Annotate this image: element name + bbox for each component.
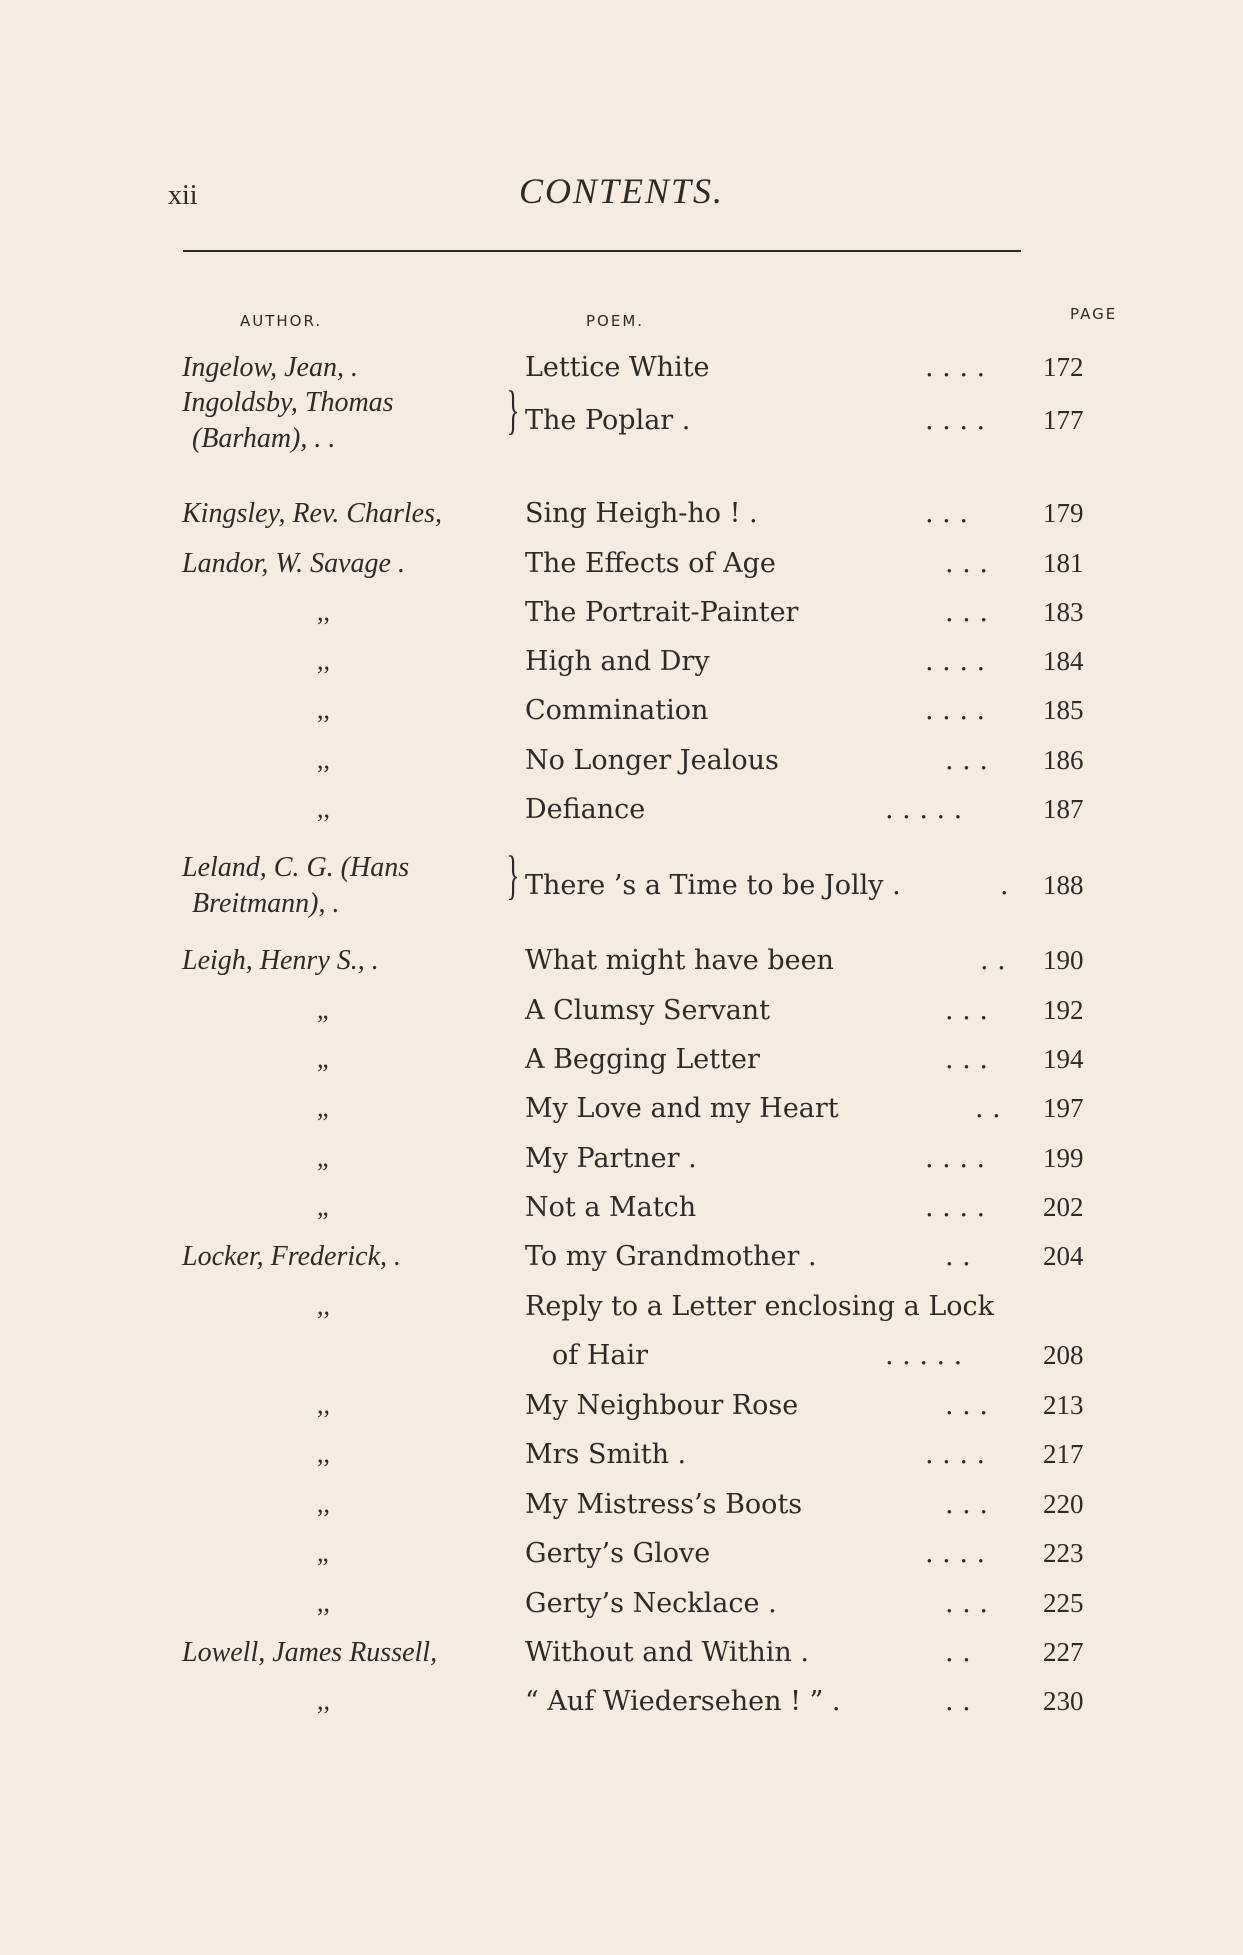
poem-title: Without and Within .: [525, 1637, 809, 1668]
contents-row: [0, 1686, 1243, 1730]
author-name: Locker, Frederick, .: [182, 1241, 401, 1272]
dot-leader: . . .: [945, 1489, 988, 1520]
contents-row: [0, 695, 1243, 739]
dot-leader: . . .: [945, 1390, 988, 1421]
page-number: 179: [1043, 498, 1084, 528]
dot-leader: . . . .: [925, 695, 986, 726]
ditto-mark: ,,: [317, 695, 330, 724]
dot-leader: . . . .: [925, 1538, 986, 1569]
dot-leader: . .: [975, 1093, 1001, 1124]
page-number: 204: [1043, 1241, 1084, 1271]
contents-row: [0, 646, 1243, 690]
poem-title: Gerty’s Necklace .: [525, 1588, 777, 1619]
author-column-header: AUTHOR.: [240, 312, 323, 330]
dot-leader: . .: [945, 1686, 971, 1717]
page-number: 217: [1043, 1439, 1084, 1469]
dot-leader: . . .: [945, 745, 988, 776]
poem-title: Lettice White: [525, 352, 710, 383]
ditto-mark: „: [317, 995, 329, 1024]
author-name: Ingelow, Jean, .: [182, 352, 358, 383]
page-number: 223: [1043, 1538, 1084, 1568]
dot-leader: . . . .: [925, 1192, 986, 1223]
contents-row: [0, 1637, 1243, 1681]
dot-leader: . . . .: [925, 405, 986, 436]
ditto-mark: ,,: [317, 646, 330, 675]
contents-row: [0, 845, 1243, 919]
poem-title: My Neighbour Rose: [525, 1390, 799, 1421]
author-name: Lowell, James Russell,: [182, 1637, 438, 1668]
dot-leader: . . .: [945, 597, 988, 628]
poem-title: A Begging Letter: [525, 1044, 760, 1075]
ditto-mark: ,,: [317, 745, 330, 774]
poem-title: What might have been: [525, 945, 834, 976]
ditto-mark: ,,: [317, 1439, 330, 1468]
page-number: 187: [1043, 794, 1084, 824]
dot-leader: . . . . .: [885, 1340, 963, 1371]
contents-row: [0, 1044, 1243, 1088]
page-number: 194: [1043, 1044, 1084, 1074]
poem-title: Reply to a Letter enclosing a Lock: [525, 1291, 994, 1322]
page-number: 225: [1043, 1588, 1084, 1618]
contents-row: [0, 745, 1243, 789]
folio: xii: [168, 180, 198, 211]
page-number: 190: [1043, 945, 1084, 975]
header-rule: [183, 250, 1021, 252]
dot-leader: . . .: [925, 498, 968, 529]
contents-row: [0, 1241, 1243, 1285]
dot-leader: . . .: [945, 995, 988, 1026]
poem-title: My Partner .: [525, 1143, 697, 1174]
page-number: 184: [1043, 646, 1084, 676]
author-name-continued: (Barham), . .: [192, 423, 336, 454]
ditto-mark: „: [317, 1538, 329, 1567]
contents-row: [0, 1340, 1243, 1384]
contents-row: [0, 597, 1243, 641]
page-number: 172: [1043, 352, 1084, 382]
brace-glyph: }: [506, 845, 520, 905]
contents-row: [0, 380, 1243, 454]
running-head: [0, 168, 1243, 218]
page-number: 213: [1043, 1390, 1084, 1420]
page-number: 185: [1043, 695, 1084, 725]
page-number: 181: [1043, 548, 1084, 578]
author-name-continued: Breitmann), .: [192, 888, 340, 919]
page-number: 197: [1043, 1093, 1084, 1123]
poem-title: To my Grandmother .: [525, 1241, 817, 1272]
contents-row: [0, 1538, 1243, 1582]
page-title: CONTENTS.: [518, 171, 725, 211]
poem-title: Commination: [525, 695, 709, 726]
author-name: Leigh, Henry S., .: [182, 945, 379, 976]
poem-title: The Effects of Age: [525, 548, 776, 579]
page-number: 208: [1043, 1340, 1084, 1370]
poem-title: Sing Heigh-ho ! .: [525, 498, 758, 529]
contents-row: [0, 498, 1243, 542]
poem-title: The Portrait-Painter: [525, 597, 799, 628]
dot-leader: . . . .: [925, 1143, 986, 1174]
poem-column-header: POEM.: [586, 312, 645, 330]
contents-row: [0, 548, 1243, 592]
contents-row: [0, 1588, 1243, 1632]
poem-title: “ Auf Wiedersehen ! ” .: [525, 1686, 841, 1717]
dot-leader: . .: [945, 1637, 971, 1668]
author-name: Landor, W. Savage .: [182, 548, 405, 579]
contents-row: [0, 1390, 1243, 1434]
poem-title: Not a Match: [525, 1192, 697, 1223]
poem-title: The Poplar .: [525, 405, 691, 436]
poem-title: Gerty’s Glove: [525, 1538, 711, 1569]
ditto-mark: „: [317, 1044, 329, 1073]
dot-leader: . . . . .: [885, 794, 963, 825]
poem-title: Defiance: [525, 794, 646, 825]
page-number: 183: [1043, 597, 1084, 627]
contents-row: [0, 945, 1243, 989]
ditto-mark: ,,: [317, 1291, 330, 1320]
ditto-mark: „: [317, 1192, 329, 1221]
page-number: 199: [1043, 1143, 1084, 1173]
page-number: 227: [1043, 1637, 1084, 1667]
poem-title: No Longer Jealous: [525, 745, 779, 776]
page-number: 186: [1043, 745, 1084, 775]
contents-row: [0, 1192, 1243, 1236]
poem-title: My Love and my Heart: [525, 1093, 839, 1124]
ditto-mark: ,,: [317, 1489, 330, 1518]
ditto-mark: ,,: [317, 794, 330, 823]
author-name: Leland, C. G. (Hans: [182, 852, 410, 883]
page-number: 177: [1043, 405, 1084, 435]
contents-row: [0, 794, 1243, 838]
ditto-mark: ,,: [317, 1588, 330, 1617]
dot-leader: . . .: [945, 548, 988, 579]
poem-title: A Clumsy Servant: [525, 995, 771, 1026]
contents-row: [0, 995, 1243, 1039]
ditto-mark: ,,: [317, 1390, 330, 1419]
dot-leader: . .: [945, 1241, 971, 1272]
page-number: 188: [1043, 870, 1084, 900]
dot-leader: . .: [980, 945, 1006, 976]
contents-row: [0, 1143, 1243, 1187]
poem-title: of Hair: [552, 1340, 649, 1371]
poem-title: There ’s a Time to be Jolly .: [525, 870, 901, 901]
contents-row: [0, 1291, 1243, 1335]
author-name: Kingsley, Rev. Charles,: [182, 498, 442, 529]
page-number: 202: [1043, 1192, 1084, 1222]
page-number: 192: [1043, 995, 1084, 1025]
dot-leader: .: [1000, 870, 1009, 901]
brace-glyph: }: [506, 380, 520, 440]
author-name: Ingoldsby, Thomas: [182, 387, 394, 418]
dot-leader: . . . .: [925, 352, 986, 383]
ditto-mark: „: [317, 1093, 329, 1122]
poem-title: My Mistress’s Boots: [525, 1489, 803, 1520]
dot-leader: . . .: [945, 1044, 988, 1075]
contents-row: [0, 1093, 1243, 1137]
poem-title: High and Dry: [525, 646, 710, 677]
ditto-mark: ,,: [317, 597, 330, 626]
contents-row: [0, 1439, 1243, 1483]
dot-leader: . . . .: [925, 1439, 986, 1470]
ditto-mark: „: [317, 1143, 329, 1172]
dot-leader: . . .: [945, 1588, 988, 1619]
page-column-header: PAGE: [1070, 305, 1118, 323]
ditto-mark: ,,: [317, 1686, 330, 1715]
poem-title: Mrs Smith .: [525, 1439, 687, 1470]
page-number: 230: [1043, 1686, 1084, 1716]
dot-leader: . . . .: [925, 646, 986, 677]
contents-row: [0, 1489, 1243, 1533]
page-number: 220: [1043, 1489, 1084, 1519]
